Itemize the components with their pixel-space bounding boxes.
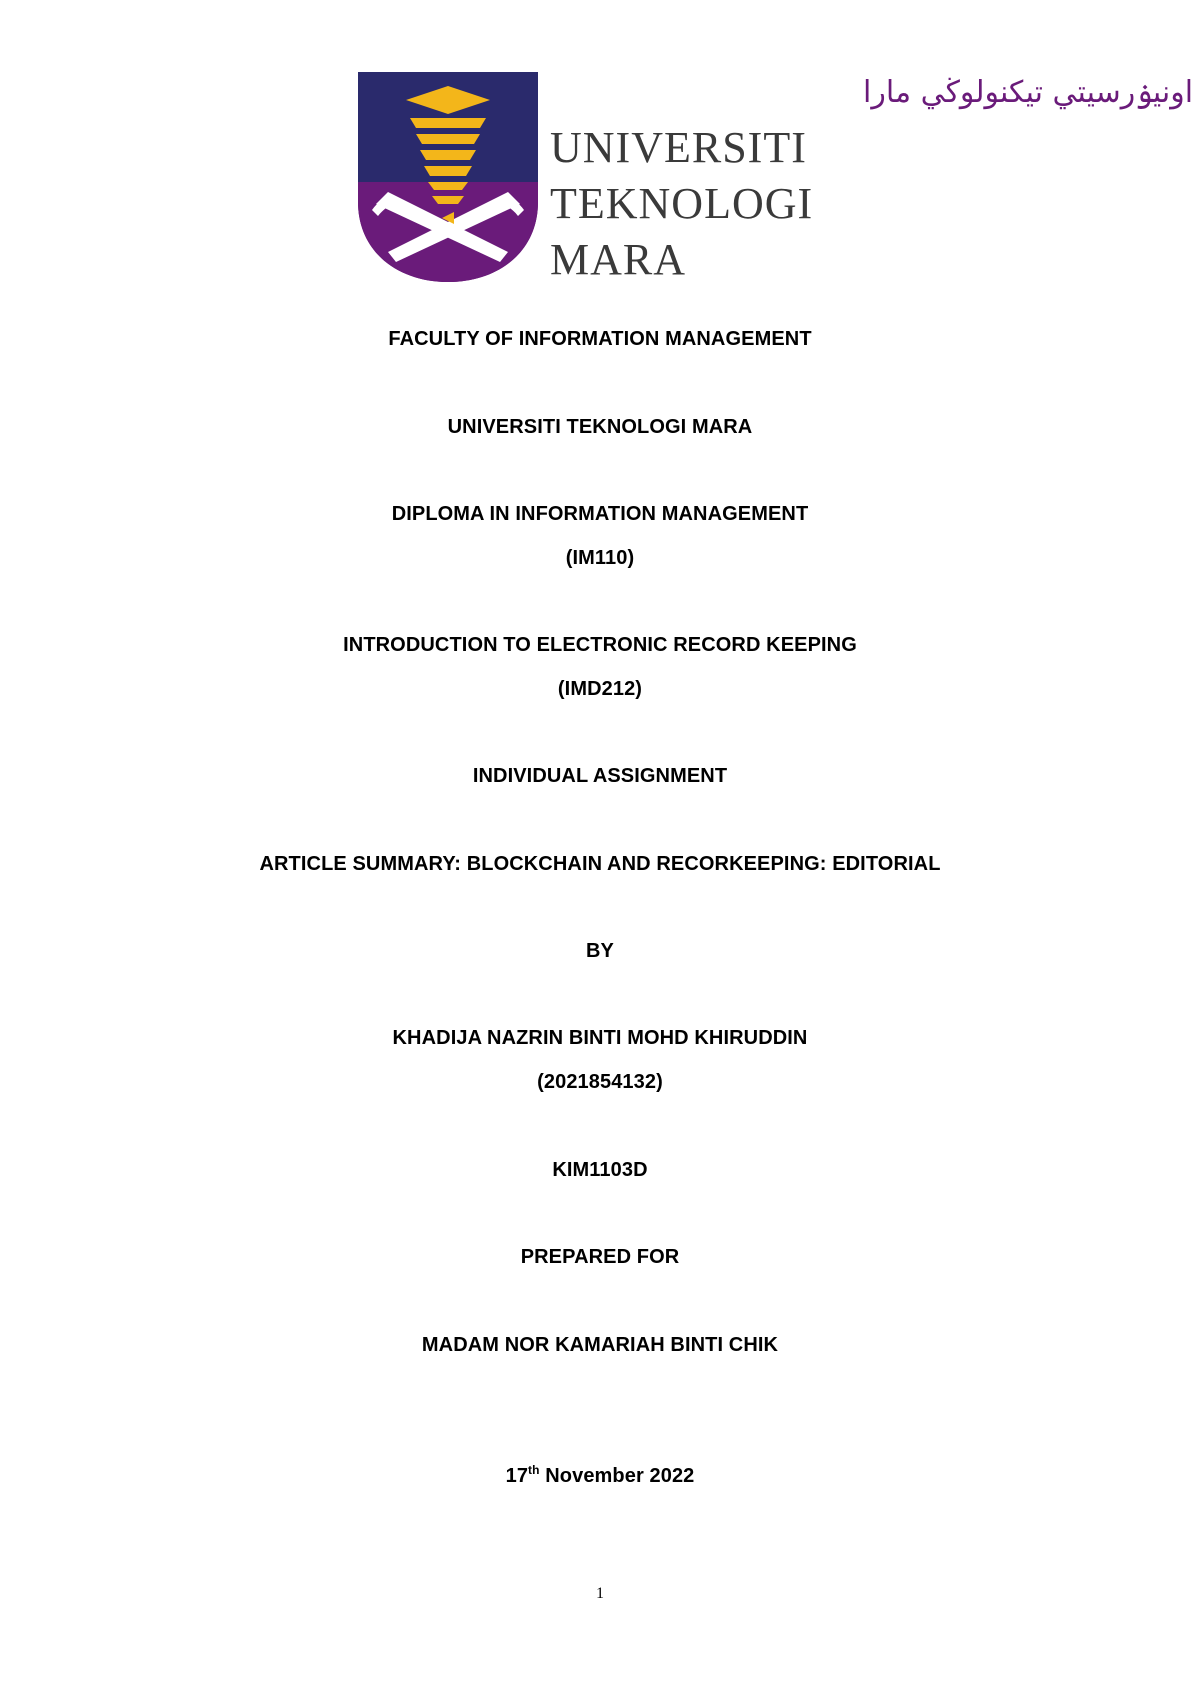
lecturer-name: MADAM NOR KAMARIAH BINTI CHIK [421,1334,779,1356]
group-code: KIM1103D [552,1159,648,1181]
logo-line-mara: MARA [550,235,687,284]
date-suffix: th [528,1463,540,1477]
uitm-logo [358,72,1194,286]
submission-date [0,1464,1200,1488]
logo-jawi-text: اونيۏرسيتي تيكنولوڬي مارا [863,75,1194,110]
course-name: INTRODUCTION TO ELECTRONIC RECORD KEEPING [343,634,857,656]
article-title: ARTICLE SUMMARY: BLOCKCHAIN AND RECORKEEPING: EDITORIAL [259,853,941,875]
date-rest: November 2022 [539,1465,695,1487]
prepared-for-label: PREPARED FOR [520,1246,680,1268]
university-name: UNIVERSITI TEKNOLOGI MARA [447,416,753,438]
student-name: KHADIJA NAZRIN BINTI MOHD KHIRUDDIN [392,1027,808,1049]
student-id: (2021854132) [537,1071,663,1093]
logo-line-teknologi: TEKNOLOGI [550,179,814,228]
program-name: DIPLOMA IN INFORMATION MANAGEMENT [391,503,809,525]
page-number: 1 [596,1585,604,1602]
shield-emblem-icon [358,72,538,286]
faculty-name: FACULTY OF INFORMATION MANAGEMENT [388,328,812,350]
assignment-type: INDIVIDUAL ASSIGNMENT [472,765,728,787]
course-code: (IMD212) [557,678,643,700]
date-day: 17 [505,1465,529,1487]
program-code: (IM110) [565,547,635,569]
by-label: BY [586,940,614,962]
logo-line-universiti: UNIVERSITI [550,123,807,172]
